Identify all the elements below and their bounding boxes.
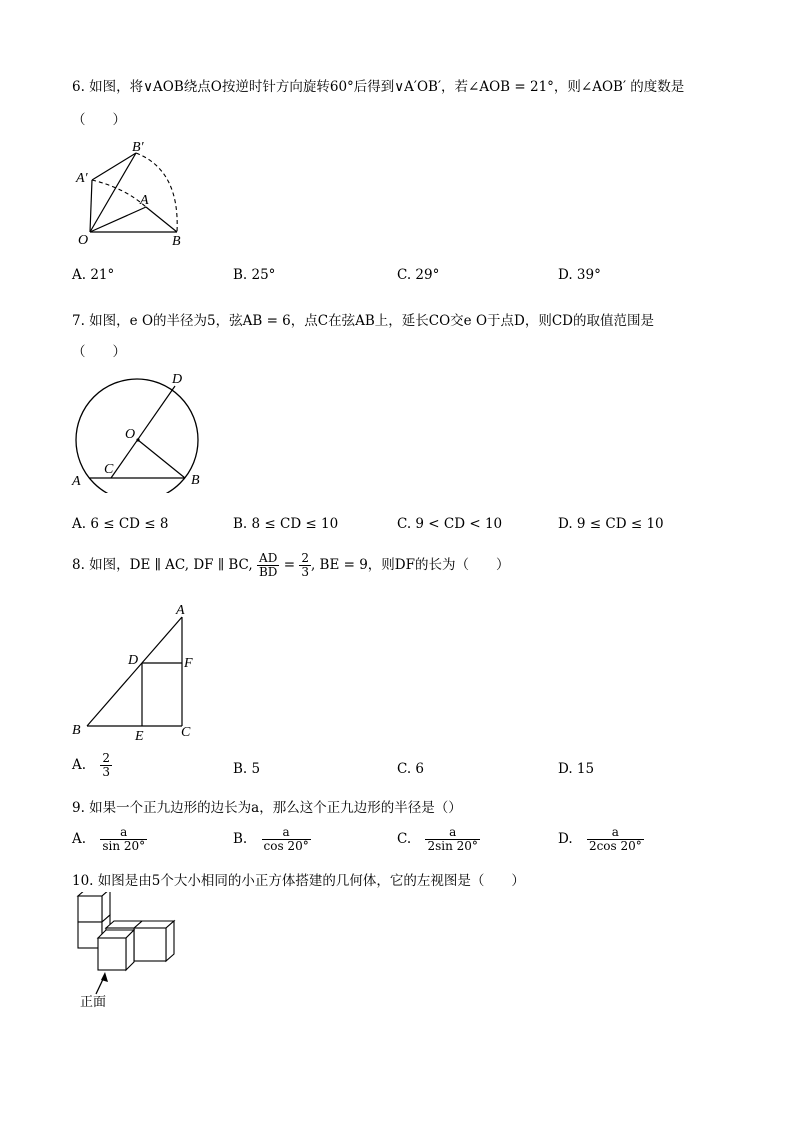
q6-option-c[interactable]: C. 29° xyxy=(397,267,440,283)
q8-ratio-fraction: $\frac{AD}{BD}$ xyxy=(258,551,278,579)
q8-stem-pre: 8. 如图，DE ∥ AC, DF ∥ BC, xyxy=(72,557,253,573)
q8-option-a[interactable]: A. $\frac{2}{3}$ xyxy=(72,751,110,779)
q8-option-c[interactable]: C. 6 xyxy=(397,761,425,777)
q8-option-b[interactable]: B. 5 xyxy=(233,761,261,777)
q9-option-d[interactable]: D. $\frac{a}{2\cos 20^\circ}$ xyxy=(558,825,642,853)
label-F: F xyxy=(184,656,193,671)
label-D: D xyxy=(128,653,139,668)
q8-value-fraction: $\frac{2}{3}$ xyxy=(301,551,309,579)
label-A: A xyxy=(72,474,81,489)
q9-option-b[interactable]: B. $\frac{a}{\cos 20^\circ}$ xyxy=(233,825,309,853)
label-C: C xyxy=(181,725,191,740)
q9-option-c[interactable]: C. $\frac{a}{2\sin 20^\circ}$ xyxy=(397,825,478,853)
q7-circle-figure xyxy=(68,368,213,493)
label-B: B xyxy=(72,723,81,738)
label-O: O xyxy=(125,427,136,442)
q6-option-a[interactable]: A. 21° xyxy=(72,267,115,283)
q10-cube-figure xyxy=(70,892,182,1012)
label-E: E xyxy=(135,729,144,744)
q8-stem xyxy=(72,552,510,579)
label-C: C xyxy=(104,462,114,477)
q6-stem: 6. 如图，将∨AOB绕点O按逆时针方向旋转60°后得到∨A′OB′，若∠AOB = 21°，则∠AOB′ 的度数是 xyxy=(72,79,685,95)
q7-option-b[interactable]: B. 8 ≤ CD ≤ 10 xyxy=(233,516,339,532)
q10-stem: 10. 如图是由5个大小相同的小正方体搭建的几何体，它的左视图是（ ） xyxy=(72,873,525,889)
q7-paren: （ ） xyxy=(72,344,126,360)
q6-rotation-figure xyxy=(70,140,200,250)
front-label: 正面 xyxy=(80,995,107,1010)
q7-option-a[interactable]: A. 6 ≤ CD ≤ 8 xyxy=(72,516,169,532)
q8-option-d[interactable]: D. 15 xyxy=(558,761,595,777)
q8-equals: = xyxy=(283,557,296,573)
q9-stem: 9. 如果一个正九边形的边长为a，那么这个正九边形的半径是（） xyxy=(72,800,462,816)
q6-paren: （ ） xyxy=(72,112,126,128)
q9-option-a[interactable]: A. $\frac{a}{\sin 20^\circ}$ xyxy=(72,825,146,853)
label-A-prime: A′ xyxy=(76,171,88,186)
q7-stem: 7. 如图，e O的半径为5，弦AB = 6，点C在弦AB上，延长CO交e O于点D，则CD的取值范围是 xyxy=(72,313,654,329)
q6-option-d[interactable]: D. 39° xyxy=(558,267,601,283)
label-A: A xyxy=(140,193,149,208)
label-O: O xyxy=(78,233,89,248)
label-B: B xyxy=(191,473,200,488)
label-B: B xyxy=(172,234,181,249)
q7-option-d[interactable]: D. 9 ≤ CD ≤ 10 xyxy=(558,516,664,532)
q8-stem-post: , BE = 9，则DF的长为（ ） xyxy=(310,557,510,573)
label-B-prime: B′ xyxy=(132,140,144,155)
q7-option-c[interactable]: C. 9 < CD < 10 xyxy=(397,516,503,532)
q6-option-b[interactable]: B. 25° xyxy=(233,267,276,283)
label-A: A xyxy=(176,603,185,618)
q8-triangle-figure xyxy=(68,600,208,745)
label-D: D xyxy=(172,372,183,387)
